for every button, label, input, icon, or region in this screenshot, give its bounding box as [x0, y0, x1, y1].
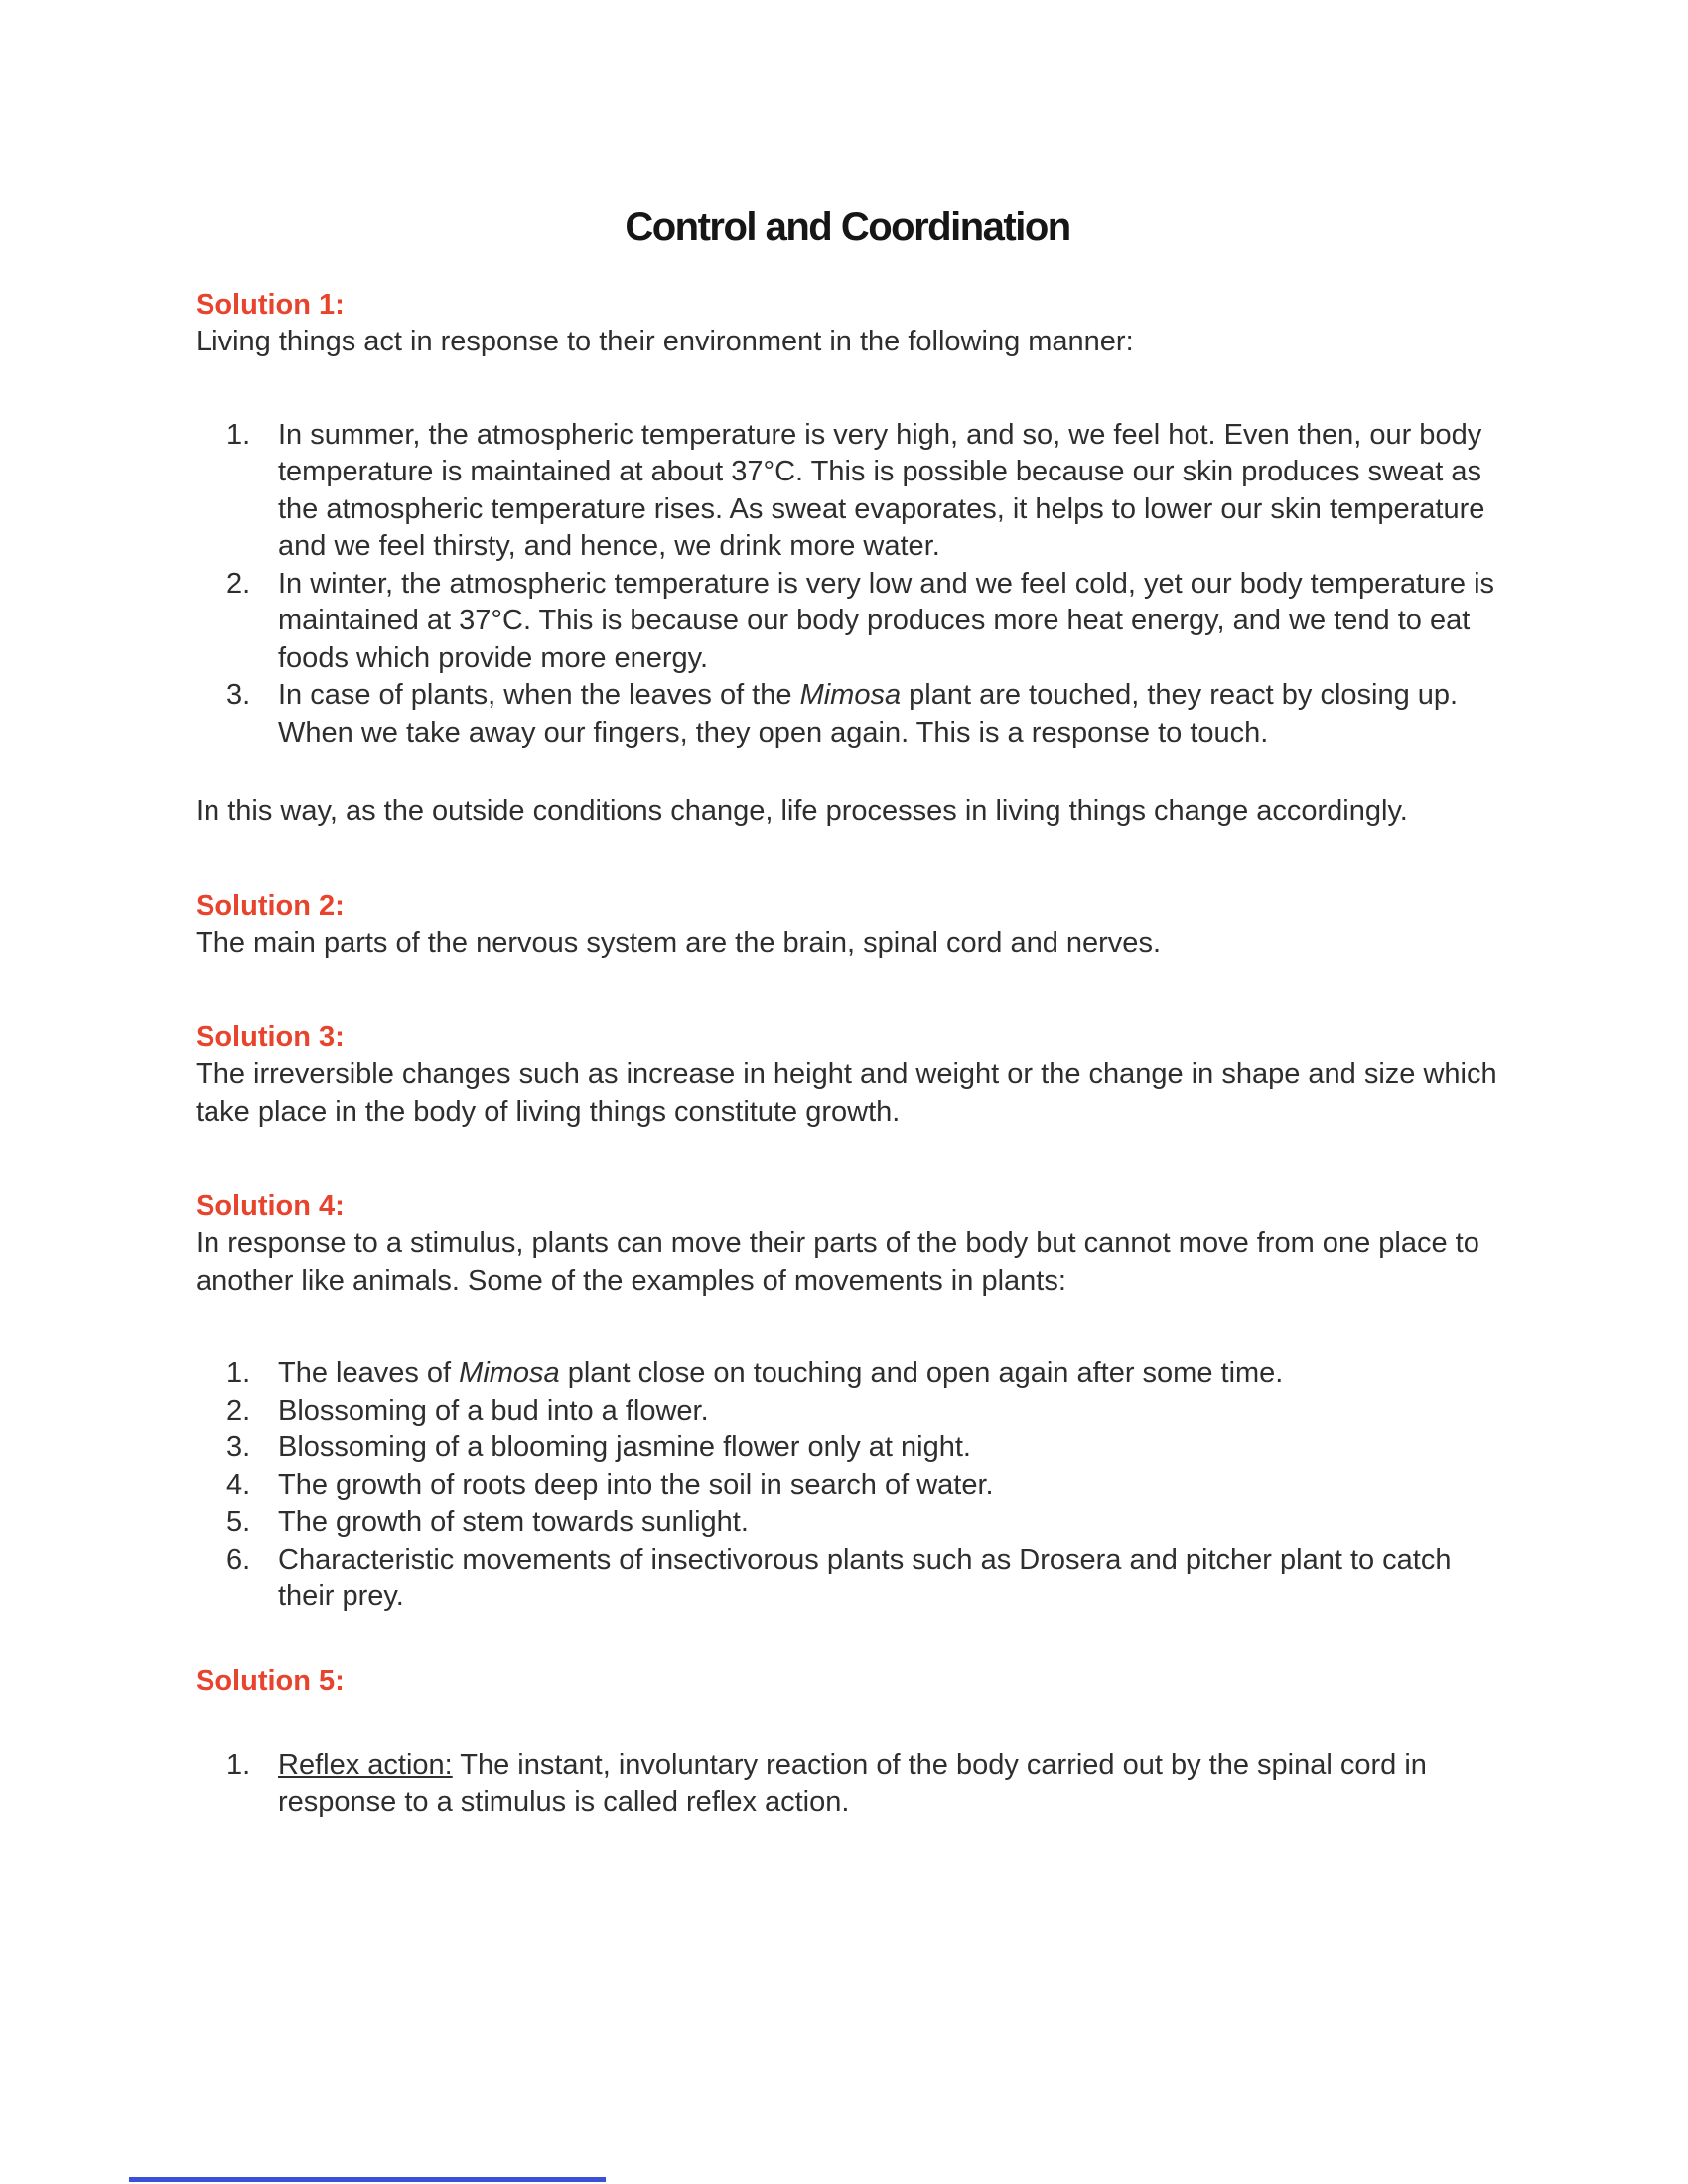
- section-intro: The main parts of the nervous system are the brain, spinal cord and nerves.: [196, 926, 1161, 959]
- list-item: [196, 1504, 1499, 1542]
- footer-rule: [129, 2177, 606, 2182]
- solution-heading-3: Solution 3:: [196, 1022, 345, 1053]
- list-item-text: [278, 1506, 749, 1538]
- list-item: [196, 1542, 1499, 1616]
- solution-section-3: [196, 1019, 1499, 1131]
- list-number: 3.: [226, 679, 251, 711]
- text-segment: plant close on touching and open again after some time.: [559, 1357, 1284, 1389]
- page-title: Control and Coordination: [625, 205, 1070, 249]
- list-number: 3.: [226, 1432, 251, 1463]
- section-intro: In response to a stimulus, plants can move their parts of the body but cannot move from one place to another like animals. Some of the examples of movements in plants:: [196, 1227, 1479, 1297]
- text-segment: Blossoming of a bud into a flower.: [278, 1394, 709, 1427]
- solution-section-4: [196, 1187, 1499, 1616]
- list-item-text: [278, 1544, 1452, 1613]
- solution-list: [196, 417, 1499, 752]
- list-item-text: [278, 679, 1458, 749]
- text-segment: plant are touched, they react by closing up. When we take away our fingers, they open again. This is a response to touch.: [278, 679, 1459, 749]
- text-segment: In winter, the atmospheric temperature is very low and we feel cold, yet our body temperature is maintained at 37°C. This is because our body produces more heat energy, and we tend to eat foods which provide more energy.: [278, 567, 1495, 674]
- solution-list: [196, 1355, 1499, 1616]
- list-number: 1.: [226, 1357, 251, 1389]
- list-item: [196, 566, 1499, 678]
- list-item-text: [278, 1395, 709, 1427]
- list-item-text: [278, 419, 1484, 563]
- solution-heading-1: Solution 1:: [196, 289, 345, 321]
- solution-heading-5: Solution 5:: [196, 1664, 345, 1697]
- text-segment: Blossoming of a blooming jasmine flower only at night.: [278, 1432, 971, 1463]
- list-item-text: [278, 1357, 1283, 1389]
- list-item-text: [278, 1432, 971, 1463]
- solution-heading-2: Solution 2:: [196, 889, 345, 922]
- italic-term: Mimosa: [799, 679, 902, 711]
- section-intro: Living things act in response to their environment in the following manner:: [196, 326, 1134, 357]
- list-number: 2.: [226, 567, 251, 600]
- list-number: 4.: [226, 1468, 251, 1501]
- list-number: 2.: [226, 1394, 251, 1427]
- text-segment: Characteristic movements of insectivorous plants such as Drosera and pitcher plant to catch their prey.: [278, 1543, 1452, 1612]
- list-item: [196, 1430, 1499, 1467]
- solution-list: [196, 1747, 1499, 1822]
- document-content: [196, 204, 1499, 1822]
- list-item: [196, 1747, 1499, 1822]
- list-item: [196, 1355, 1499, 1393]
- text-segment: In case of plants, when the leaves of the: [278, 679, 800, 711]
- list-number: 6.: [226, 1543, 251, 1575]
- list-item-text: [278, 1469, 994, 1501]
- text-segment: The growth of roots deep into the soil in search of water.: [278, 1468, 994, 1501]
- solution-heading-4: Solution 4:: [196, 1190, 345, 1222]
- list-item-text: [278, 1749, 1427, 1819]
- section-intro: The irreversible changes such as increase in height and weight or the change in shape and size which take place in the body of living things constitute growth.: [196, 1058, 1497, 1128]
- list-item-text: [278, 568, 1494, 674]
- text-segment: The instant, involuntary reaction of the body carried out by the spinal cord in response to a stimulus is called reflex action.: [278, 1748, 1427, 1818]
- text-segment: The leaves of: [278, 1357, 460, 1389]
- list-number: 1.: [226, 418, 251, 451]
- solution-section-1: [196, 286, 1499, 831]
- solution-section-2: [196, 887, 1499, 963]
- solution-section-5: [196, 1662, 1499, 1822]
- list-number: 5.: [226, 1506, 251, 1538]
- section-outro: In this way, as the outside conditions change, life processes in living things change accordingly.: [196, 795, 1408, 827]
- list-item: [196, 1393, 1499, 1431]
- text-segment: In summer, the atmospheric temperature is very high, and so, we feel hot. Even then, our body temperature is maintained at about 37°C. This is possible because our skin produces sweat as the atmospheric temperature rises. As sweat evaporates, it helps to lower our skin temperature and we feel thirsty, and hence, we drink more water.: [278, 418, 1485, 562]
- document-body: [196, 286, 1499, 1822]
- list-item: [196, 677, 1499, 751]
- list-number: 1.: [226, 1748, 251, 1781]
- text-segment: The growth of stem towards sunlight.: [278, 1506, 749, 1538]
- list-item: [196, 417, 1499, 566]
- italic-term: Mimosa: [459, 1357, 560, 1389]
- underlined-term: Reflex action:: [278, 1748, 453, 1781]
- list-item: [196, 1467, 1499, 1505]
